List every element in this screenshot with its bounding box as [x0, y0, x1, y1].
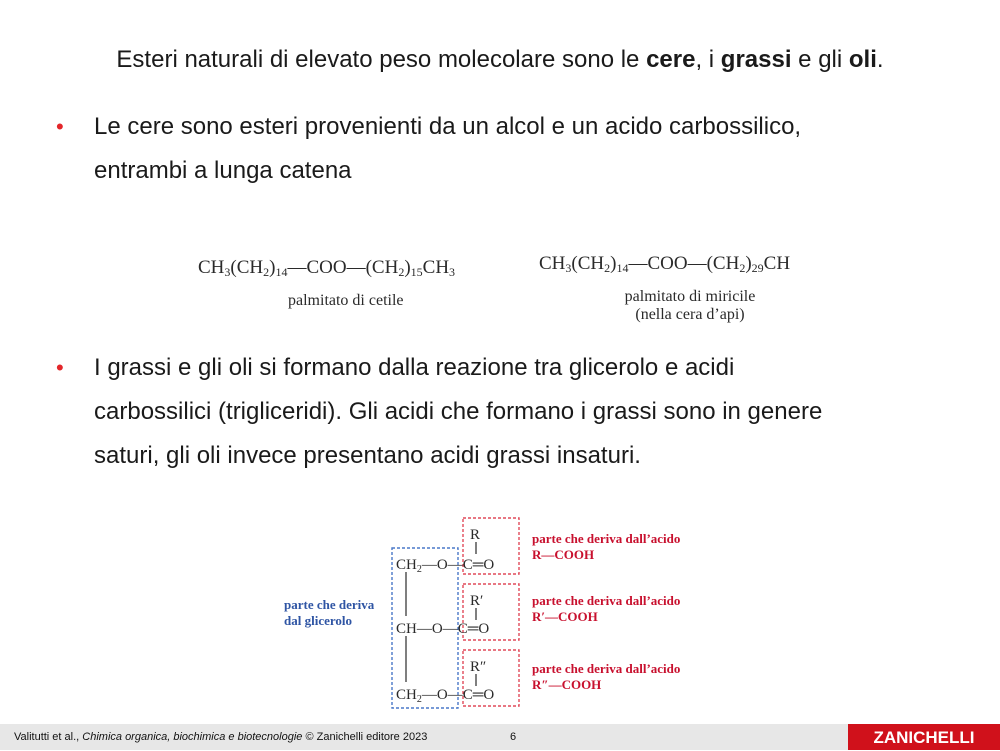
- acid-label-1-line-2: R—COOH: [532, 547, 595, 562]
- r-group-1: R: [470, 527, 481, 543]
- intro-keyword-cere: cere: [646, 46, 696, 73]
- glycerol-carbon-1: $CH_2—O—C═O$: [396, 557, 495, 575]
- intro-text: .: [876, 46, 884, 73]
- acid-label-2-line-1: parte che deriva dall’acido: [532, 593, 681, 608]
- acid-label-1-line-1: parte che deriva dall’acido: [532, 531, 681, 546]
- footer-citation: Valitutti et al., Chimica organica, biochimica e biotecnologie © Zanichelli editore 2023: [14, 731, 428, 743]
- bullet-line: saturi, gli oli invece presentano acidi grassi insaturi.: [94, 442, 641, 469]
- bullet-line: carbossilici (trigliceridi). Gli acidi che formano i grassi sono in genere: [94, 398, 823, 425]
- bullet-line: Le cere sono esteri provenienti da un alcol e un acido carbossilico,: [94, 113, 802, 140]
- bullet-fats-oils: [56, 346, 946, 478]
- r-group-2: R′: [470, 593, 484, 609]
- intro-keyword-oli: oli: [848, 46, 877, 73]
- triglyceride-diagram: [270, 512, 710, 712]
- glycerol-carbon-3: $CH_2—O—C═O$: [396, 687, 495, 705]
- bullet-marker: •: [56, 114, 64, 139]
- acid-label-3-line-1: parte che deriva dall’acido: [532, 661, 681, 676]
- intro-text: Esteri naturali di elevato peso molecolare sono le: [116, 46, 647, 73]
- intro-keyword-grassi: grassi: [720, 46, 792, 73]
- bullet-line: entrambi a lunga catena: [94, 157, 352, 184]
- caption-cetyl-palmitate: palmitato di cetile: [288, 292, 404, 309]
- glycerol-label-line-2: dal glicerolo: [284, 613, 353, 628]
- intro-text: , i: [695, 46, 721, 73]
- intro-text: e gli: [791, 46, 849, 73]
- caption-myricyl-palmitate: palmitato di miricile (nella cera d’api): [624, 288, 756, 323]
- footer-bar: [0, 724, 1000, 750]
- formula-cetyl-palmitate: $CH_3(CH_2)_{14}—COO—(CH_2)_{15}CH_3$: [198, 257, 456, 279]
- page-number: 6: [510, 731, 517, 743]
- acid-label-3-line-2: R″—COOH: [532, 677, 602, 692]
- bullet-marker: •: [56, 355, 64, 380]
- glycerol-label-line-1: parte che deriva: [284, 597, 375, 612]
- glycerol-carbon-2: CH—O—C═O: [396, 621, 490, 637]
- bullet-waxes: [56, 105, 946, 193]
- publisher-logo: ZANICHELLI: [848, 724, 1000, 750]
- intro-sentence: [0, 46, 1000, 74]
- bullet-line: I grassi e gli oli si formano dalla reazione tra glicerolo e acidi: [94, 354, 735, 381]
- r-group-3: R″: [470, 659, 487, 675]
- acid-label-2-line-2: R′—COOH: [532, 609, 598, 624]
- formula-myricyl-palmitate: $CH_3(CH_2)_{14}—COO—(CH_2)_{29}CH$: [539, 253, 791, 275]
